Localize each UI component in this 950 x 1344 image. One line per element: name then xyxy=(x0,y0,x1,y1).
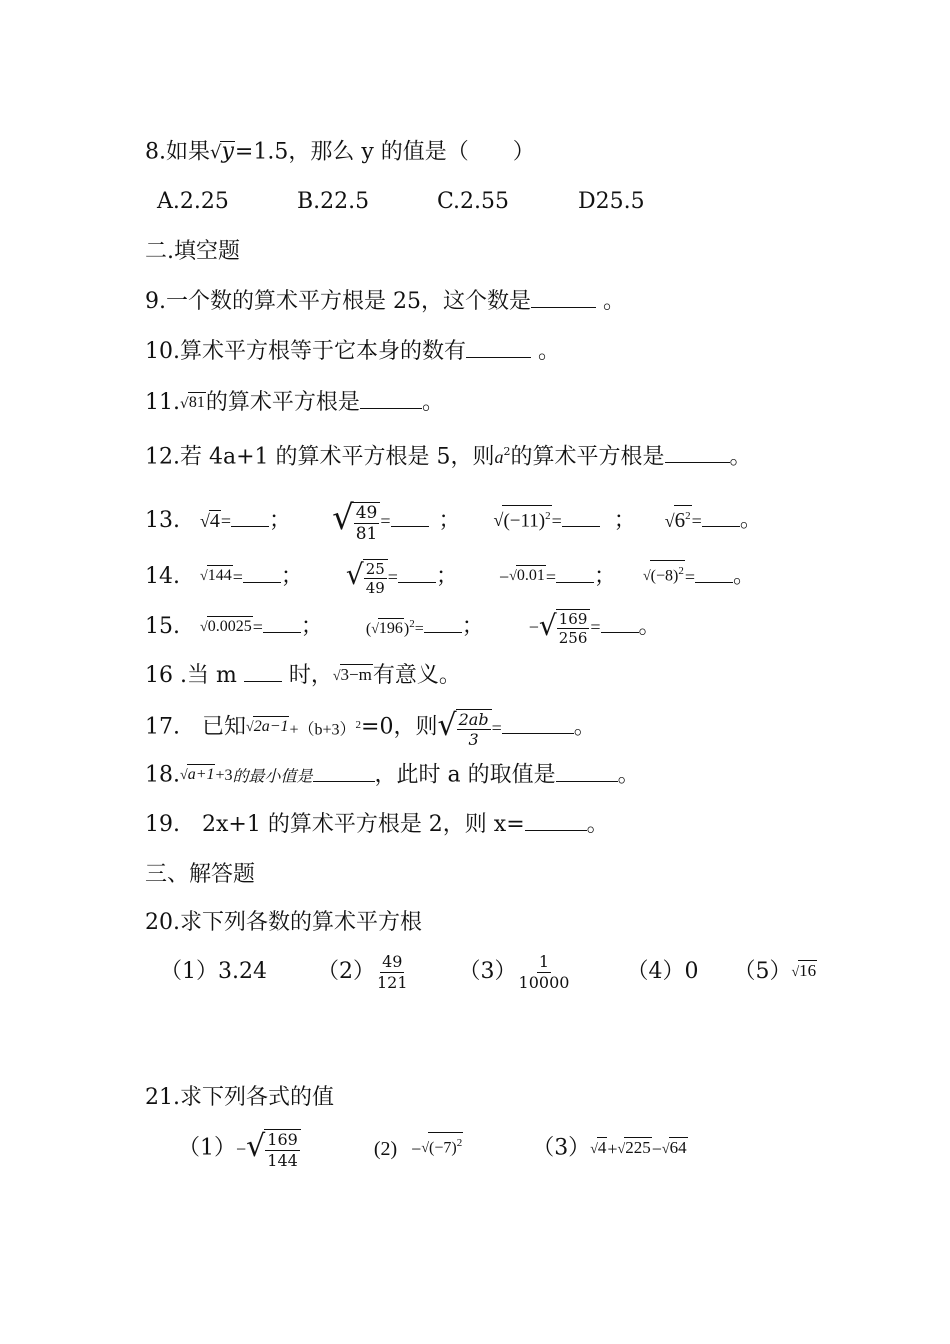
sqrt-4: √4 xyxy=(200,509,220,532)
frac-49-121: $\frac{49}{121}$ xyxy=(377,951,408,992)
sqrt-81: √81 xyxy=(180,393,205,412)
question-11: 11.√81的算术平方根是 。 xyxy=(145,387,444,419)
sqrt-2ab-over-3: √ $\frac{2ab}{3}$ xyxy=(437,704,491,751)
sqrt-4: √4 xyxy=(590,1137,607,1157)
sqrt-0-01: √0.01 xyxy=(509,567,545,584)
question-14: 14. √144= ； √ $\frac{25}{49}$ = ； −√0.01= ； $√(-8)^2=$ 。 xyxy=(145,553,755,597)
question-20-parts: （1）3.24 （2） $\frac{49}{121}$ （3） $\frac{1}{10000}$ （4）0 （5）√16 xyxy=(160,948,817,994)
sqrt-169-144: √ $\frac{169}{144}$ xyxy=(246,1122,301,1175)
frac-1-10000: $\frac{1}{10000}$ xyxy=(518,951,570,992)
sqrt-144: √144 xyxy=(200,567,232,584)
option-a: A.2.25 xyxy=(157,189,229,214)
question-13: 13. √4= ； √ $\frac{49}{81}$ = ； $√(-11)^2=$ ； $√6^2=$ 。 xyxy=(145,488,762,548)
option-b: B.22.5 xyxy=(297,189,370,214)
sqrt-a-plus-1: √a+1 xyxy=(180,766,215,783)
sqrt-64: √64 xyxy=(661,1137,687,1157)
question-20-title: 20.求下列各数的算术平方根 xyxy=(145,910,422,935)
question-19: 19. 2x+1 的算术平方根是 2，则 x= 。 xyxy=(145,812,609,837)
sqrt-y: √y xyxy=(210,139,234,164)
sqrt-2a-minus-1: √2a−1 xyxy=(246,718,289,736)
question-16: 16 .当 m 时，√3−m有意义。 xyxy=(145,660,461,692)
q8-options xyxy=(157,187,645,217)
sqrt-169-256: √ $\frac{169}{256}$ xyxy=(539,604,590,651)
sqrt-196: √196 xyxy=(371,620,403,638)
sqrt-49-81: √ $\frac{49}{81}$ xyxy=(332,488,380,553)
sqrt-0-0025: √0.0025 xyxy=(200,617,252,635)
sqrt-25-49: √ $\frac{25}{49}$ xyxy=(346,553,388,600)
question-21-title: 21.求下列各式的值 xyxy=(145,1085,334,1110)
question-12: 12.若 4a+1 的算术平方根是 5，则$a^2$的算术平方根是 。 xyxy=(145,444,752,470)
section-2-heading: 二.填空题 xyxy=(145,239,240,264)
question-15: 15. √0.0025= ； $(√196)^2=$ ； −√ $\frac{169}{256}$ = 。 xyxy=(145,602,661,646)
sqrt-neg11-squared: $√(-11)^2$ xyxy=(494,490,552,551)
question-18: 18.√a+1+3的最小值是 ，此时 a 的取值是 。 xyxy=(145,760,640,792)
section-3-heading: 三、解答题 xyxy=(145,862,256,887)
question-8 xyxy=(145,137,535,168)
q8-prefix: 8.如果 xyxy=(145,139,210,165)
question-9: 9.一个数的算术平方根是 25，这个数是 。 xyxy=(145,289,625,314)
option-c: C.2.55 xyxy=(437,189,510,214)
question-10: 10.算术平方根等于它本身的数有 。 xyxy=(145,339,560,364)
sqrt-225: √225 xyxy=(617,1137,651,1157)
option-d: D25.5 xyxy=(578,189,645,214)
sqrt-neg7-squared: $√(-7)^2$ xyxy=(421,1123,463,1174)
question-21-parts: （1）−√ $\frac{169}{144}$ $(2) -√(-7)^2$ （3）√4+√225−√64 xyxy=(178,1122,688,1172)
sqrt-16: √16 xyxy=(791,961,817,980)
question-17: 17. 已知$√2a-1+(b+3)^2=0$，则√ $\frac{2ab}{3}$ = 。 xyxy=(145,703,596,747)
sqrt-neg8-squared: $√(-8)^2$ xyxy=(643,554,685,599)
sqrt-6-squared: $√6^2$ xyxy=(665,490,692,551)
q8-text: =1.5，那么 y 的值是（ ） xyxy=(234,139,535,165)
sqrt-3-minus-m: √3−m xyxy=(332,665,372,684)
